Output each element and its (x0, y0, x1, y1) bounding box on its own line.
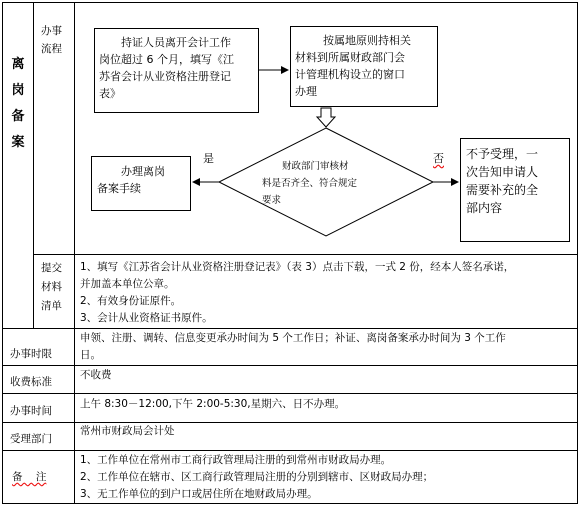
section-title-char: 离 (11, 57, 25, 72)
flow-step-1-line: 岗位超过 6 个月，填写《江 (99, 53, 234, 66)
process-label-line: 流程 (41, 43, 62, 55)
flow-step-1-line: 表》 (99, 87, 121, 100)
remarks-list (80, 452, 433, 503)
dept-value: 常州市财政局会计处 (80, 425, 175, 437)
remarks-item: 2、工作单位在辖市、区工商行政管理局注册的分别到辖市、区财政局办理； (80, 471, 434, 483)
hours-label: 办事时间 (10, 405, 52, 417)
no-label: 否 (433, 152, 444, 165)
yes-label: 是 (203, 152, 214, 165)
materials-item: 1、填写《江苏省会计从业资格注册登记表》（表 3）点击下载，一式 2 份，经本人签名承诺， (80, 261, 515, 273)
hours-value: 上午 8:30－12:00,下午 2:00-5:30,星期六、日不办理。 (80, 398, 346, 410)
flow-right-line: 次告知申请人 (466, 165, 539, 179)
materials-item: 2、有效身份证原件。 (80, 295, 182, 307)
flow-step-2-line: 材料到所属财政部门会 (295, 51, 405, 64)
section-title-char: 岗 (11, 83, 25, 98)
materials-label (41, 259, 62, 316)
flow-right-line: 部内容 (466, 201, 503, 215)
flow-step-2-line: 按属地原则持相关 (323, 34, 411, 47)
block-arrow-down (317, 108, 335, 127)
flow-step-2-line: 计管理机构设立的窗口 (295, 68, 405, 81)
section-title-char: 备 (11, 109, 25, 124)
flow-left-line: 备案手续 (97, 182, 141, 195)
materials-label-line: 清单 (41, 300, 62, 312)
fee-label: 收费标准 (10, 376, 52, 388)
remarks-item: 1、工作单位在常州市工商行政管理局注册的到常州市财政局办理。 (80, 454, 392, 466)
time-limit-value (80, 330, 506, 364)
time-limit-line: 申领、注册、调转、信息变更承办时间为 5 个工作日；补证、离岗备案承办时间为 3 个工作 (80, 332, 506, 344)
materials-label-line: 材料 (41, 281, 62, 293)
dept-label: 受理部门 (10, 433, 52, 445)
decision-line: 要求 (262, 195, 282, 206)
materials-list (80, 259, 514, 327)
time-limit-line: 日。 (80, 349, 101, 361)
remarks-item: 3、无工作单位的到户口或居住所在地财政局办理。 (80, 488, 318, 500)
flow-left-line: 办理离岗 (121, 165, 165, 178)
remarks-label: 备 注 (12, 471, 47, 483)
flow-step-1-line: 苏省会计从业资格注册登记 (99, 70, 231, 83)
time-limit-label: 办事时限 (10, 348, 52, 360)
flow-step-1-line: 持证人员离开会计工作 (121, 36, 231, 49)
materials-item: 并加盖本单位公章。 (80, 278, 175, 290)
materials-label-line: 提交 (41, 262, 62, 274)
section-title-char: 案 (11, 135, 25, 150)
decision-text (262, 158, 357, 209)
flow-right-line: 不予受理，一 (466, 147, 539, 161)
process-label-line: 办事 (41, 25, 62, 37)
decision-line: 料是否齐全、符合规定 (262, 178, 358, 189)
materials-item: 3、会计从业资格证书原件。 (80, 312, 213, 324)
fee-value: 不收费 (80, 369, 112, 381)
flow-step-2-line: 办理 (295, 85, 317, 98)
flow-right-line: 需要补充的全 (466, 183, 539, 197)
decision-line: 财政部门审核材 (282, 161, 349, 172)
